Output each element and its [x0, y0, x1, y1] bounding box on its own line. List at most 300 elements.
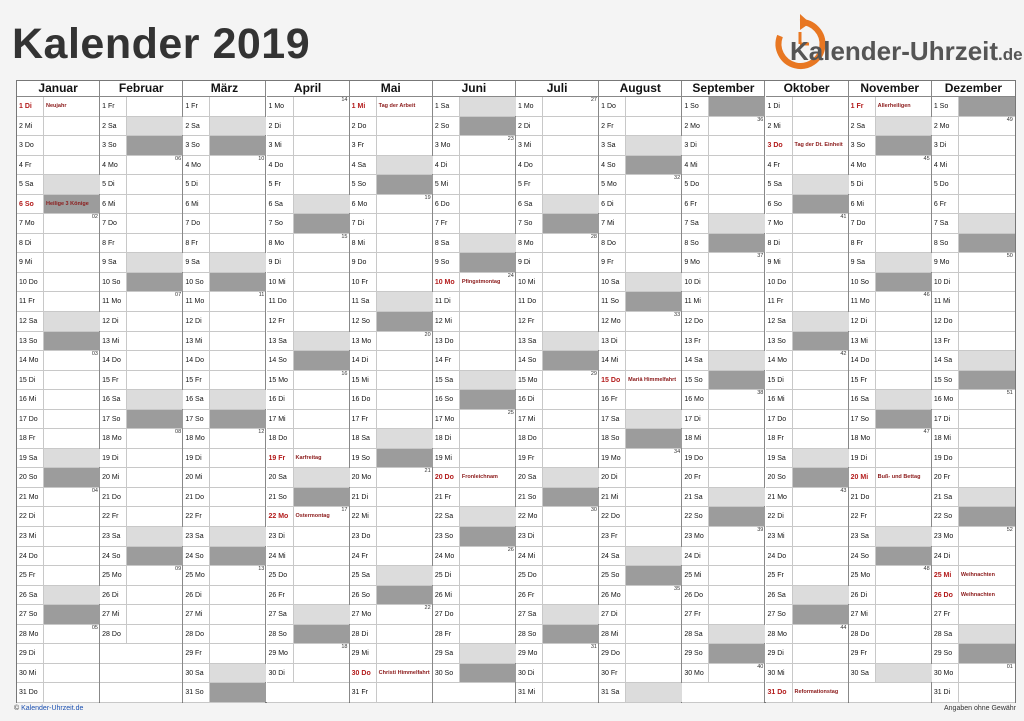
day-cell[interactable]: [766, 292, 848, 312]
day-cell[interactable]: [17, 195, 99, 215]
day-cell[interactable]: [682, 625, 764, 645]
day-cell[interactable]: [350, 527, 432, 547]
day-cell[interactable]: [100, 507, 182, 527]
day-cell[interactable]: [100, 156, 182, 176]
day-cell[interactable]: [17, 332, 99, 352]
day-cell[interactable]: [682, 175, 764, 195]
day-cell[interactable]: [766, 234, 848, 254]
note-field[interactable]: [625, 566, 682, 585]
note-field[interactable]: [459, 371, 516, 390]
day-cell[interactable]: [17, 312, 99, 332]
day-cell[interactable]: [433, 175, 515, 195]
note-field[interactable]: [209, 175, 266, 194]
note-field[interactable]: [209, 605, 266, 624]
note-field[interactable]: [459, 156, 516, 175]
day-cell[interactable]: [932, 332, 1015, 352]
day-cell[interactable]: [516, 273, 598, 293]
note-field[interactable]: [958, 410, 1015, 429]
day-cell[interactable]: [183, 566, 265, 586]
note-field[interactable]: [792, 507, 849, 526]
day-cell[interactable]: [932, 234, 1015, 254]
note-field[interactable]: [792, 605, 849, 624]
note-field[interactable]: [293, 312, 350, 331]
note-field[interactable]: [43, 292, 100, 311]
day-cell[interactable]: [350, 468, 432, 488]
day-cell[interactable]: [849, 566, 931, 586]
note-field[interactable]: [875, 644, 932, 663]
note-field[interactable]: [126, 566, 183, 585]
note-field[interactable]: [708, 488, 765, 507]
day-cell[interactable]: [100, 332, 182, 352]
note-field[interactable]: [625, 214, 682, 233]
day-cell[interactable]: [433, 234, 515, 254]
note-field[interactable]: [209, 312, 266, 331]
note-field[interactable]: [126, 273, 183, 292]
day-cell[interactable]: [267, 175, 349, 195]
note-field[interactable]: [459, 332, 516, 351]
day-cell[interactable]: [682, 214, 764, 234]
note-field[interactable]: [43, 371, 100, 390]
day-cell[interactable]: [766, 253, 848, 273]
note-field[interactable]: [708, 292, 765, 311]
day-cell[interactable]: [599, 390, 681, 410]
day-cell[interactable]: [682, 468, 764, 488]
note-field[interactable]: [625, 625, 682, 644]
day-cell[interactable]: [267, 468, 349, 488]
day-cell[interactable]: [516, 234, 598, 254]
day-cell[interactable]: [849, 527, 931, 547]
day-cell[interactable]: [932, 117, 1015, 137]
note-field[interactable]: [209, 547, 266, 566]
day-cell[interactable]: [100, 371, 182, 391]
day-cell[interactable]: [100, 253, 182, 273]
note-field[interactable]: [209, 195, 266, 214]
note-field[interactable]: [126, 410, 183, 429]
day-cell[interactable]: [433, 332, 515, 352]
day-cell[interactable]: [682, 195, 764, 215]
note-field[interactable]: [459, 644, 516, 663]
note-field[interactable]: [875, 97, 932, 116]
note-field[interactable]: [126, 175, 183, 194]
day-cell[interactable]: [599, 683, 681, 703]
note-field[interactable]: [875, 547, 932, 566]
note-field[interactable]: [792, 156, 849, 175]
day-cell[interactable]: [17, 664, 99, 684]
day-cell[interactable]: [932, 273, 1015, 293]
note-field[interactable]: [293, 117, 350, 136]
note-field[interactable]: [126, 117, 183, 136]
note-field[interactable]: [792, 351, 849, 370]
day-cell[interactable]: [267, 566, 349, 586]
day-cell[interactable]: [17, 410, 99, 430]
note-field[interactable]: [625, 136, 682, 155]
day-cell[interactable]: [766, 429, 848, 449]
note-field[interactable]: [875, 136, 932, 155]
note-field[interactable]: [875, 449, 932, 468]
note-field[interactable]: [958, 273, 1015, 292]
note-field[interactable]: [126, 156, 183, 175]
note-field[interactable]: [459, 273, 516, 292]
day-cell[interactable]: [849, 156, 931, 176]
note-field[interactable]: [542, 507, 599, 526]
day-cell[interactable]: [599, 488, 681, 508]
day-cell[interactable]: [433, 136, 515, 156]
note-field[interactable]: [376, 527, 433, 546]
day-cell[interactable]: [17, 136, 99, 156]
day-cell[interactable]: [17, 468, 99, 488]
day-cell[interactable]: [766, 566, 848, 586]
note-field[interactable]: [376, 253, 433, 272]
day-cell[interactable]: [682, 371, 764, 391]
note-field[interactable]: [43, 605, 100, 624]
day-cell[interactable]: [516, 390, 598, 410]
day-cell[interactable]: [350, 214, 432, 234]
day-cell[interactable]: [599, 195, 681, 215]
day-cell[interactable]: [849, 664, 931, 684]
note-field[interactable]: [958, 292, 1015, 311]
day-cell[interactable]: [932, 625, 1015, 645]
day-cell[interactable]: [183, 332, 265, 352]
day-cell[interactable]: [932, 97, 1015, 117]
day-cell[interactable]: [267, 488, 349, 508]
day-cell[interactable]: [766, 136, 848, 156]
day-cell[interactable]: [100, 234, 182, 254]
note-field[interactable]: [376, 214, 433, 233]
note-field[interactable]: [209, 410, 266, 429]
day-cell[interactable]: [932, 468, 1015, 488]
note-field[interactable]: [958, 429, 1015, 448]
note-field[interactable]: [958, 351, 1015, 370]
day-cell[interactable]: [267, 547, 349, 567]
note-field[interactable]: [376, 371, 433, 390]
note-field[interactable]: [875, 507, 932, 526]
note-field[interactable]: [376, 156, 433, 175]
day-cell[interactable]: [766, 625, 848, 645]
note-field[interactable]: [708, 507, 765, 526]
note-field[interactable]: [958, 195, 1015, 214]
day-cell[interactable]: [17, 292, 99, 312]
note-field[interactable]: [792, 586, 849, 605]
note-field[interactable]: [376, 312, 433, 331]
day-cell[interactable]: [516, 449, 598, 469]
note-field[interactable]: [209, 214, 266, 233]
day-cell[interactable]: [350, 273, 432, 293]
note-field[interactable]: [459, 175, 516, 194]
day-cell[interactable]: [682, 449, 764, 469]
note-field[interactable]: [875, 156, 932, 175]
day-cell[interactable]: [17, 507, 99, 527]
day-cell[interactable]: [766, 468, 848, 488]
note-field[interactable]: [625, 547, 682, 566]
note-field[interactable]: [293, 468, 350, 487]
day-cell[interactable]: [433, 488, 515, 508]
note-field[interactable]: [958, 390, 1015, 409]
note-field[interactable]: [43, 507, 100, 526]
note-field[interactable]: [459, 351, 516, 370]
note-field[interactable]: [792, 253, 849, 272]
note-field[interactable]: [625, 253, 682, 272]
day-cell[interactable]: [100, 390, 182, 410]
day-cell[interactable]: [932, 292, 1015, 312]
day-cell[interactable]: [350, 292, 432, 312]
note-field[interactable]: [875, 195, 932, 214]
note-field[interactable]: [875, 664, 932, 683]
day-cell[interactable]: [599, 156, 681, 176]
day-cell[interactable]: [433, 664, 515, 684]
day-cell[interactable]: [183, 449, 265, 469]
day-cell[interactable]: [183, 136, 265, 156]
day-cell[interactable]: [932, 390, 1015, 410]
note-field[interactable]: [209, 468, 266, 487]
note-field[interactable]: [542, 644, 599, 663]
day-cell[interactable]: [599, 332, 681, 352]
note-field[interactable]: [958, 253, 1015, 272]
note-field[interactable]: [459, 468, 516, 487]
day-cell[interactable]: [766, 547, 848, 567]
day-cell[interactable]: [267, 292, 349, 312]
note-field[interactable]: [542, 566, 599, 585]
note-field[interactable]: [625, 117, 682, 136]
day-cell[interactable]: [849, 429, 931, 449]
note-field[interactable]: [43, 234, 100, 253]
note-field[interactable]: [542, 390, 599, 409]
day-cell[interactable]: [932, 410, 1015, 430]
note-field[interactable]: [792, 195, 849, 214]
note-field[interactable]: [209, 97, 266, 116]
day-cell[interactable]: [849, 547, 931, 567]
day-cell[interactable]: [17, 390, 99, 410]
day-cell[interactable]: [849, 214, 931, 234]
note-field[interactable]: [625, 507, 682, 526]
note-field[interactable]: [875, 390, 932, 409]
note-field[interactable]: [792, 292, 849, 311]
day-cell[interactable]: [599, 664, 681, 684]
note-field[interactable]: [708, 605, 765, 624]
note-field[interactable]: [209, 351, 266, 370]
day-cell[interactable]: [516, 429, 598, 449]
note-field[interactable]: [958, 175, 1015, 194]
note-field[interactable]: [875, 234, 932, 253]
note-field[interactable]: [542, 292, 599, 311]
day-cell[interactable]: [433, 273, 515, 293]
day-cell[interactable]: [516, 351, 598, 371]
day-cell[interactable]: [599, 292, 681, 312]
day-cell[interactable]: [516, 253, 598, 273]
day-cell[interactable]: [766, 312, 848, 332]
note-field[interactable]: [293, 195, 350, 214]
day-cell[interactable]: [433, 625, 515, 645]
note-field[interactable]: [126, 429, 183, 448]
day-cell[interactable]: [433, 605, 515, 625]
day-cell[interactable]: [766, 527, 848, 547]
day-cell[interactable]: [350, 117, 432, 137]
note-field[interactable]: [376, 410, 433, 429]
day-cell[interactable]: [433, 429, 515, 449]
note-field[interactable]: [459, 214, 516, 233]
day-cell[interactable]: [682, 644, 764, 664]
note-field[interactable]: [459, 117, 516, 136]
day-cell[interactable]: [682, 586, 764, 606]
day-cell[interactable]: [766, 605, 848, 625]
day-cell[interactable]: [932, 449, 1015, 469]
day-cell[interactable]: [100, 429, 182, 449]
day-cell[interactable]: [183, 429, 265, 449]
day-cell[interactable]: [183, 312, 265, 332]
note-field[interactable]: [958, 586, 1015, 605]
note-field[interactable]: [875, 625, 932, 644]
day-cell[interactable]: [17, 429, 99, 449]
note-field[interactable]: [625, 410, 682, 429]
note-field[interactable]: [542, 156, 599, 175]
note-field[interactable]: [792, 371, 849, 390]
day-cell[interactable]: [682, 351, 764, 371]
note-field[interactable]: [792, 664, 849, 683]
day-cell[interactable]: [932, 195, 1015, 215]
note-field[interactable]: [43, 175, 100, 194]
day-cell[interactable]: [516, 507, 598, 527]
note-field[interactable]: [542, 214, 599, 233]
day-cell[interactable]: [350, 410, 432, 430]
note-field[interactable]: [625, 156, 682, 175]
day-cell[interactable]: [849, 117, 931, 137]
day-cell[interactable]: [350, 429, 432, 449]
day-cell[interactable]: [932, 371, 1015, 391]
note-field[interactable]: [625, 429, 682, 448]
day-cell[interactable]: [766, 586, 848, 606]
note-field[interactable]: [792, 332, 849, 351]
day-cell[interactable]: [350, 507, 432, 527]
day-cell[interactable]: [100, 449, 182, 469]
day-cell[interactable]: [267, 273, 349, 293]
day-cell[interactable]: [350, 449, 432, 469]
day-cell[interactable]: [599, 468, 681, 488]
day-cell[interactable]: [183, 664, 265, 684]
day-cell[interactable]: [433, 644, 515, 664]
note-field[interactable]: [376, 644, 433, 663]
day-cell[interactable]: [516, 547, 598, 567]
day-cell[interactable]: [599, 136, 681, 156]
day-cell[interactable]: [849, 371, 931, 391]
day-cell[interactable]: [682, 527, 764, 547]
day-cell[interactable]: [100, 292, 182, 312]
day-cell[interactable]: [682, 234, 764, 254]
day-cell[interactable]: [183, 488, 265, 508]
note-field[interactable]: [708, 429, 765, 448]
day-cell[interactable]: [932, 605, 1015, 625]
note-field[interactable]: [126, 332, 183, 351]
note-field[interactable]: [376, 586, 433, 605]
day-cell[interactable]: [350, 488, 432, 508]
note-field[interactable]: [625, 488, 682, 507]
note-field[interactable]: [708, 332, 765, 351]
day-cell[interactable]: [433, 195, 515, 215]
note-field[interactable]: [376, 683, 433, 702]
note-field[interactable]: [792, 410, 849, 429]
day-cell[interactable]: [766, 507, 848, 527]
note-field[interactable]: [376, 390, 433, 409]
day-cell[interactable]: [516, 214, 598, 234]
note-field[interactable]: [792, 117, 849, 136]
day-cell[interactable]: [17, 605, 99, 625]
note-field[interactable]: [459, 488, 516, 507]
note-field[interactable]: [708, 97, 765, 116]
day-cell[interactable]: [849, 390, 931, 410]
day-cell[interactable]: [350, 234, 432, 254]
note-field[interactable]: [875, 253, 932, 272]
day-cell[interactable]: [267, 195, 349, 215]
day-cell[interactable]: [766, 410, 848, 430]
note-field[interactable]: [459, 136, 516, 155]
day-cell[interactable]: [100, 566, 182, 586]
day-cell[interactable]: [433, 312, 515, 332]
day-cell[interactable]: [932, 175, 1015, 195]
note-field[interactable]: [293, 625, 350, 644]
day-cell[interactable]: [350, 97, 432, 117]
note-field[interactable]: [542, 273, 599, 292]
note-field[interactable]: [459, 429, 516, 448]
day-cell[interactable]: [516, 136, 598, 156]
note-field[interactable]: [708, 566, 765, 585]
note-field[interactable]: [875, 410, 932, 429]
note-field[interactable]: [542, 605, 599, 624]
note-field[interactable]: [958, 644, 1015, 663]
day-cell[interactable]: [682, 488, 764, 508]
note-field[interactable]: [293, 566, 350, 585]
note-field[interactable]: [126, 195, 183, 214]
day-cell[interactable]: [599, 547, 681, 567]
note-field[interactable]: [792, 273, 849, 292]
day-cell[interactable]: [849, 253, 931, 273]
day-cell[interactable]: [849, 175, 931, 195]
brand-logo[interactable]: [770, 14, 1023, 74]
day-cell[interactable]: [516, 156, 598, 176]
note-field[interactable]: [625, 175, 682, 194]
day-cell[interactable]: [682, 136, 764, 156]
day-cell[interactable]: [433, 566, 515, 586]
day-cell[interactable]: [932, 586, 1015, 606]
note-field[interactable]: [958, 625, 1015, 644]
note-field[interactable]: [209, 586, 266, 605]
note-field[interactable]: [542, 449, 599, 468]
note-field[interactable]: [293, 449, 350, 468]
note-field[interactable]: [376, 664, 433, 683]
day-cell[interactable]: [100, 214, 182, 234]
note-field[interactable]: [376, 332, 433, 351]
day-cell[interactable]: [350, 644, 432, 664]
day-cell[interactable]: [433, 117, 515, 137]
note-field[interactable]: [875, 371, 932, 390]
note-field[interactable]: [708, 586, 765, 605]
day-cell[interactable]: [183, 292, 265, 312]
day-cell[interactable]: [267, 136, 349, 156]
day-cell[interactable]: [350, 586, 432, 606]
day-cell[interactable]: [599, 273, 681, 293]
day-cell[interactable]: [17, 234, 99, 254]
day-cell[interactable]: [350, 156, 432, 176]
note-field[interactable]: [875, 292, 932, 311]
note-field[interactable]: [708, 195, 765, 214]
note-field[interactable]: [875, 117, 932, 136]
note-field[interactable]: [792, 429, 849, 448]
day-cell[interactable]: [433, 351, 515, 371]
note-field[interactable]: [625, 390, 682, 409]
day-cell[interactable]: [766, 273, 848, 293]
day-cell[interactable]: [932, 351, 1015, 371]
note-field[interactable]: [43, 566, 100, 585]
day-cell[interactable]: [516, 371, 598, 391]
day-cell[interactable]: [267, 449, 349, 469]
note-field[interactable]: [459, 507, 516, 526]
